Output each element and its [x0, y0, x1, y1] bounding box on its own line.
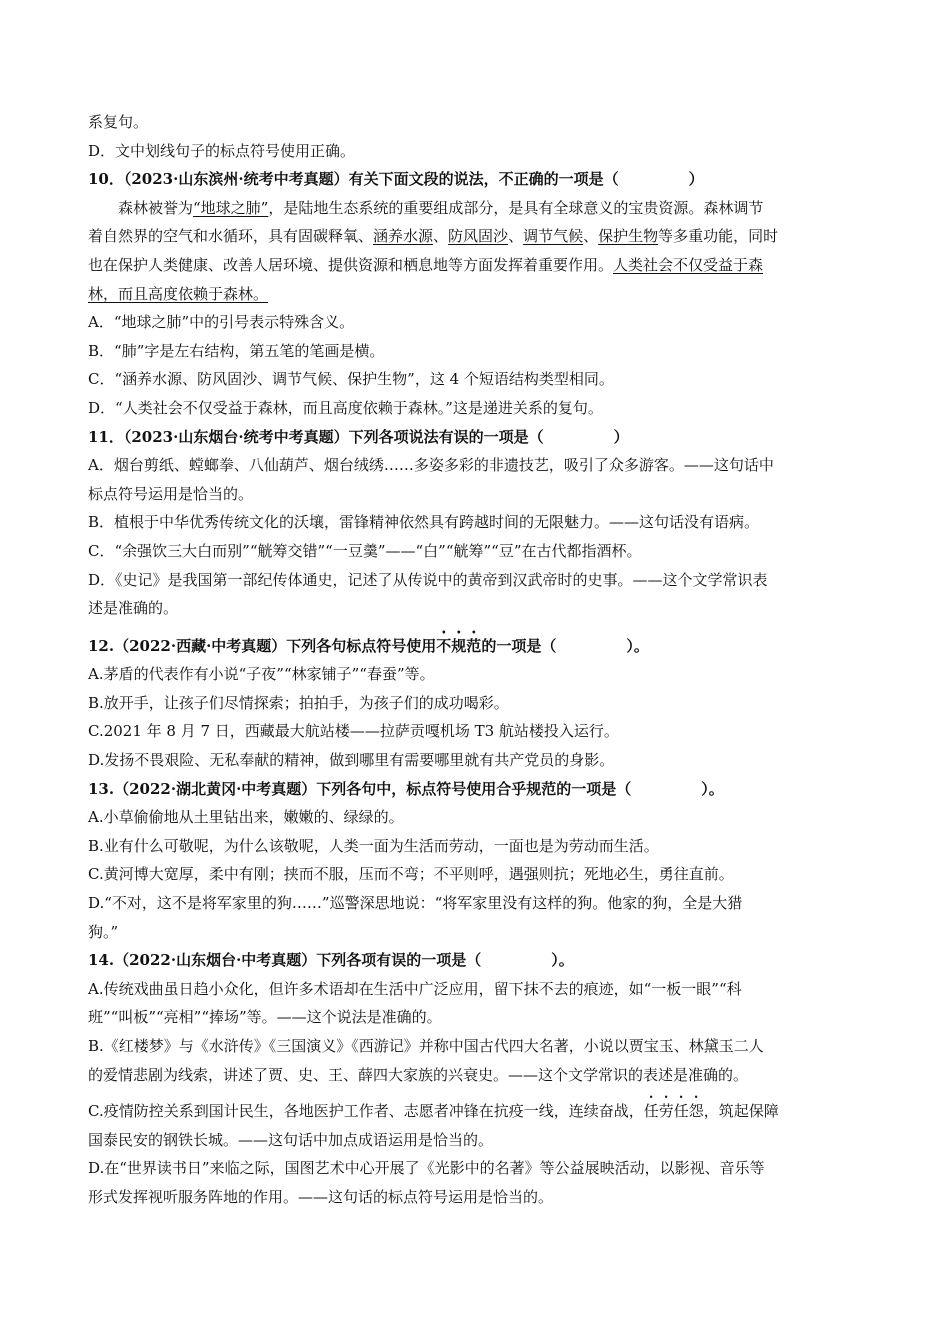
- q13-option-c[interactable]: C.黄河博大宽厚，柔中有刚；挟而不服，压而不弯；不平则呼，遇强则抗；死地必生，勇往直前。: [88, 865, 734, 884]
- q14-option-c[interactable]: C.疫情防控关系到国计民生，各地医护工作者、志愿者冲锋在抗疫一线，连续奋战，任劳任怨，筑起保障: [88, 1102, 779, 1121]
- q10-option-b[interactable]: B．“肺”字是左右结构，第五笔的笔画是横。: [88, 341, 385, 360]
- exam-page: [88, 108, 868, 1212]
- q11-option-c[interactable]: C．“余强饮三大白而别”“觥筹交错”“一豆羹”——“白”“觥筹”“豆”在古代都指酒杯。: [88, 541, 642, 560]
- q14-option-d[interactable]: D.在“世界读书日”来临之际，国图艺术中心开展了《光影中的名著》等公益展映活动，以影视、音乐等: [88, 1159, 765, 1178]
- q10-passage-line: 森林被誉为“地球之肺”，是陆地生态系统的重要组成部分，是具有全球意义的宝贵资源。森林调节: [118, 198, 764, 217]
- q13-option-d-cont: 狗。”: [88, 922, 119, 941]
- underlined-phrase: 调节气候: [523, 227, 584, 246]
- emphasis-dotted-text: 不规范: [436, 636, 482, 655]
- q10-passage-line: 也在保护人类健康、改善人居环境、提供资源和栖息地等方面发挥着重要作用。人类社会不仅受益于森: [88, 255, 764, 274]
- q11-option-a[interactable]: A．烟台剪纸、螳螂拳、八仙葫芦、烟台绒绣……多姿多彩的非遗技艺，吸引了众多游客。——这句话中: [88, 456, 774, 475]
- q11-option-d[interactable]: D．《史记》是我国第一部纪传体通史，记述了从传说中的黄帝到汉武帝时的史事。——这个文学常识表: [88, 570, 768, 589]
- q14-option-a[interactable]: A.传统戏曲虽日趋小众化，但许多术语却在生活中广泛应用，留下抹不去的痕迹，如“一板一眼”“科: [88, 979, 742, 998]
- emphasis-dotted-idiom: 任劳任怨: [643, 1102, 704, 1121]
- underlined-sentence: 人类社会不仅受益于森: [613, 255, 764, 274]
- q11-option-b[interactable]: B．植根于中华优秀传统文化的沃壤，雷锋精神依然具有跨越时间的无限魅力。——这句话没有语病。: [88, 513, 760, 532]
- q14-option-b[interactable]: B.《红楼梦》与《水浒传》《三国演义》《西游记》并称中国古代四大名著，小说以贾宝玉、林黛玉二人: [88, 1037, 764, 1055]
- q14-option-c-cont: 国泰民安的钢铁长城。——这句话中加点成语运用是恰当的。: [88, 1130, 494, 1149]
- q14-option-a-cont: 班”“叫板”“亮相”“捧场”等。——这个说法是准确的。: [88, 1008, 442, 1027]
- q10-option-c[interactable]: C．“涵养水源、防风固沙、调节气候、保护生物”，这 4 个短语结构类型相同。: [88, 370, 614, 389]
- q12-option-a[interactable]: A.茅盾的代表作有小说“子夜”“林家铺子”“春蚕”等。: [88, 665, 435, 684]
- q10-option-a[interactable]: A．“地球之肺”中的引号表示特殊含义。: [88, 313, 355, 332]
- prev-question-tail: 系复句。: [88, 113, 149, 131]
- q14-option-d-cont: 形式发挥视听服务阵地的作用。——这句话的标点符号运用是恰当的。: [88, 1187, 554, 1206]
- q12-option-d[interactable]: D.发扬不畏艰险、无私奉献的精神，做到哪里有需要哪里就有共产党员的身影。: [88, 751, 615, 770]
- q13-option-d[interactable]: D.“不对，这不是将军家里的狗……”巡警深思地说：“将军家里没有这样的狗。他家的狗，全是大猎: [88, 894, 743, 913]
- q10-passage-line: 着自然界的空气和水循环，具有固碳释氧、涵养水源、防风固沙、调节气候、保护生物等多重功能，同时: [88, 227, 779, 246]
- q10-option-d[interactable]: D．“人类社会不仅受益于森林，而且高度依赖于森林。”这是递进关系的复句。: [88, 398, 603, 417]
- question-13-stem: 13.（2022·湖北黄冈·中考真题）下列各句中，标点符号使用合乎规范的一项是（ ）。: [88, 779, 724, 798]
- q12-option-b[interactable]: B.放开手，让孩子们尽情探索；拍拍手，为孩子们的成功喝彩。: [88, 693, 509, 712]
- q12-option-c[interactable]: C.2021 年 8 月 7 日，西藏最大航站楼——拉萨贡嘎机场 T3 航站楼投入运行。: [88, 722, 619, 741]
- q11-option-a-cont: 标点符号运用是恰当的。: [88, 484, 254, 503]
- underlined-sentence: 林，而且高度依赖于森林。: [88, 284, 269, 303]
- question-12-stem: 12.（2022·西藏·中考真题）下列各句标点符号使用不规范的一项是（ ）。: [88, 636, 649, 655]
- q14-option-b-cont: 的爱情悲剧为线索，讲述了贾、史、王、薛四大家族的兴衰史。——这个文学常识的表述是准确的。: [88, 1065, 749, 1084]
- underlined-phrase: 防风固沙: [448, 227, 509, 246]
- underlined-phrase: “地球之肺”: [193, 198, 269, 217]
- q10-passage-line: [88, 280, 868, 309]
- prev-option-d: D．文中划线句子的标点符号使用正确。: [88, 141, 356, 160]
- q11-option-d-cont: 述是准确的。: [88, 599, 179, 618]
- underlined-phrase: 保护生物: [598, 227, 659, 246]
- question-10-stem: 10．（2023·山东滨州·统考中考真题）有关下面文段的说法，不正确的一项是（ ）: [88, 170, 704, 189]
- question-11-stem: 11．（2023·山东烟台·统考中考真题）下列各项说法有误的一项是（ ）: [88, 427, 629, 446]
- q13-option-b[interactable]: B.业有什么可敬呢，为什么该敬呢，人类一面为生活而劳动，一面也是为劳动而生活。: [88, 836, 659, 855]
- underlined-phrase: 涵养水源: [373, 227, 434, 246]
- q13-option-a[interactable]: A.小草偷偷地从土里钻出来，嫩嫩的、绿绿的。: [88, 808, 404, 827]
- question-14-stem: 14.（2022·山东烟台·中考真题）下列各项有误的一项是（ ）。: [88, 951, 574, 970]
